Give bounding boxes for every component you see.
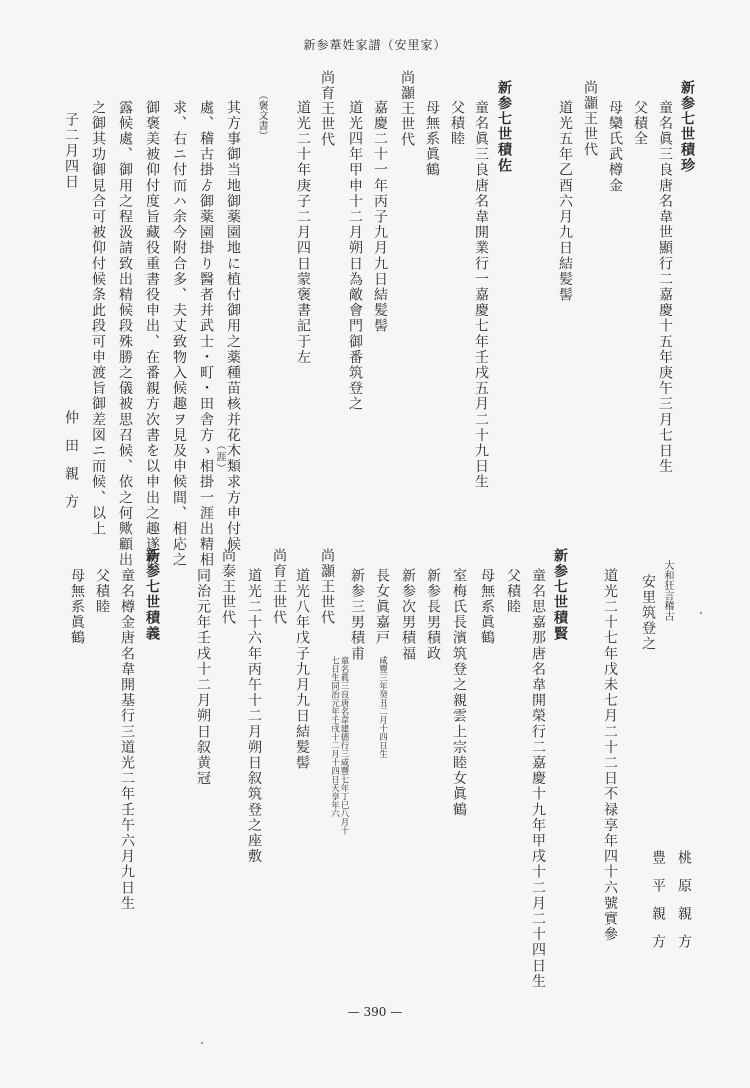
entry-heading: 新参七世積珍: [679, 80, 695, 174]
text-column: 同治元年壬戌十二月朔日叙黄冠: [195, 568, 211, 787]
text-column: 童名樽金唐名韋開基行三道光二年壬午六月九日生: [119, 568, 135, 912]
text-column: 大和狂言稽古: [662, 560, 673, 622]
text-column: 嘉慶二十一年丙子九月九日結髪髻: [372, 100, 388, 334]
text-column: 新参三男積甫: [349, 568, 365, 662]
text-column: 新参長男積政: [425, 568, 441, 662]
entry-heading: 新参七世積賢: [552, 548, 568, 642]
text-column: 父積睦: [94, 568, 110, 615]
text-column: 尚泰王世代: [220, 548, 236, 626]
text-column: 道光四年甲申十二月朔日為敵會門御番筑登之: [347, 100, 363, 412]
text-column: 道光二十七年戊未七月二十二日不禄享年四十六號實參: [602, 568, 618, 943]
text-column: 尚育王世代: [319, 70, 335, 148]
entry-heading: 新参七世積義: [144, 548, 160, 642]
text-column: 道光二十年庚子二月四日蒙褒書記于左: [295, 100, 311, 366]
text-column: 露候處、御用之程汲請致出精候段殊勝之儀被思召候、依之何歟顧出: [117, 100, 133, 568]
text-column: 父積睦: [505, 568, 521, 615]
page-number: — 390 —: [347, 1005, 403, 1019]
scan-speck: [201, 1042, 203, 1044]
text-column: 童名眞三良唐名韋開業行一嘉慶七年壬戌五月二十九日生: [473, 100, 489, 490]
note-column: 童名眞三良唐名韋建德行三咸豐七年丁巳八月十: [339, 656, 349, 835]
text-column: 安里筑登之: [640, 574, 656, 652]
text-column: 母無系眞鶴: [69, 568, 85, 646]
page-header: 新参葦姓家譜（安里家）: [303, 38, 447, 52]
text-column: 母無系眞鶴: [424, 100, 440, 178]
text-column: 求、右ニ付而ハ余今附合多、夫丈致物入候趣ヲ見及申候間、相応之: [171, 100, 187, 568]
scan-speck: [700, 612, 702, 614]
signatory: 豊平親方: [650, 850, 666, 962]
text-column: 其方事御当地御薬園地に植付御用之薬種苗核并花木類求方申付候: [225, 100, 241, 553]
text-column: 處、稽古掛ゟ御薬園掛り醫者并武士・町・田舎方ゝ相掛一涯出精相: [198, 100, 214, 568]
annotation-note: （涯）: [214, 440, 225, 475]
entry-heading: 新参七世積佐: [496, 80, 512, 174]
note-column: 咸豐三年癸丑二月十四日生: [377, 656, 388, 758]
text-column: 童名眞三良唐名韋世顯行二嘉慶十五年庚午三月七日生: [657, 100, 673, 475]
text-column: 道光八年戊子九月九日結髪髻: [294, 568, 310, 771]
text-column: 御褒美被仰付度旨藏役重書役申出、在番親方次書を以申出之趣遂披: [144, 100, 160, 568]
text-column: 長女眞嘉戸: [374, 568, 390, 646]
signatory: 桃原親方: [676, 850, 692, 962]
text-column: 童名思嘉那唐名韋開榮行二嘉慶十九年甲戌十二月二十四日生: [530, 568, 546, 990]
text-column: 尚灝王世代: [399, 70, 415, 148]
text-column: 父積全: [632, 100, 648, 147]
text-column: 尚育王世代: [271, 548, 287, 626]
text-column: 母欒氏武樽金: [607, 100, 623, 194]
signatory: 仲田親方: [63, 410, 79, 522]
date-column: 子二月四日: [63, 112, 79, 190]
text-column: 道光五年乙酉六月九日結髪髻: [557, 100, 573, 303]
note-column: 七日生同治元年壬戌十二月十四日夭享年六: [329, 656, 340, 818]
text-column: （褒文書）: [256, 90, 267, 141]
text-column: 父積睦: [449, 100, 465, 147]
text-column: 尚灝王世代: [319, 548, 335, 626]
text-column: 新参次男積福: [400, 568, 416, 662]
text-column: 尚灝王世代: [582, 80, 598, 158]
text-column: 母無系眞鶴: [479, 568, 495, 646]
text-column: 室梅氏長濱筑登之親雲上宗睦女眞鶴: [451, 568, 467, 818]
text-column: 道光二十六年丙午十二月朔日叙筑登之座敷: [246, 568, 262, 865]
text-column: 之御其功御見合可被仰付候条此段可申渡旨御差図ニ而候、以上: [90, 100, 106, 537]
